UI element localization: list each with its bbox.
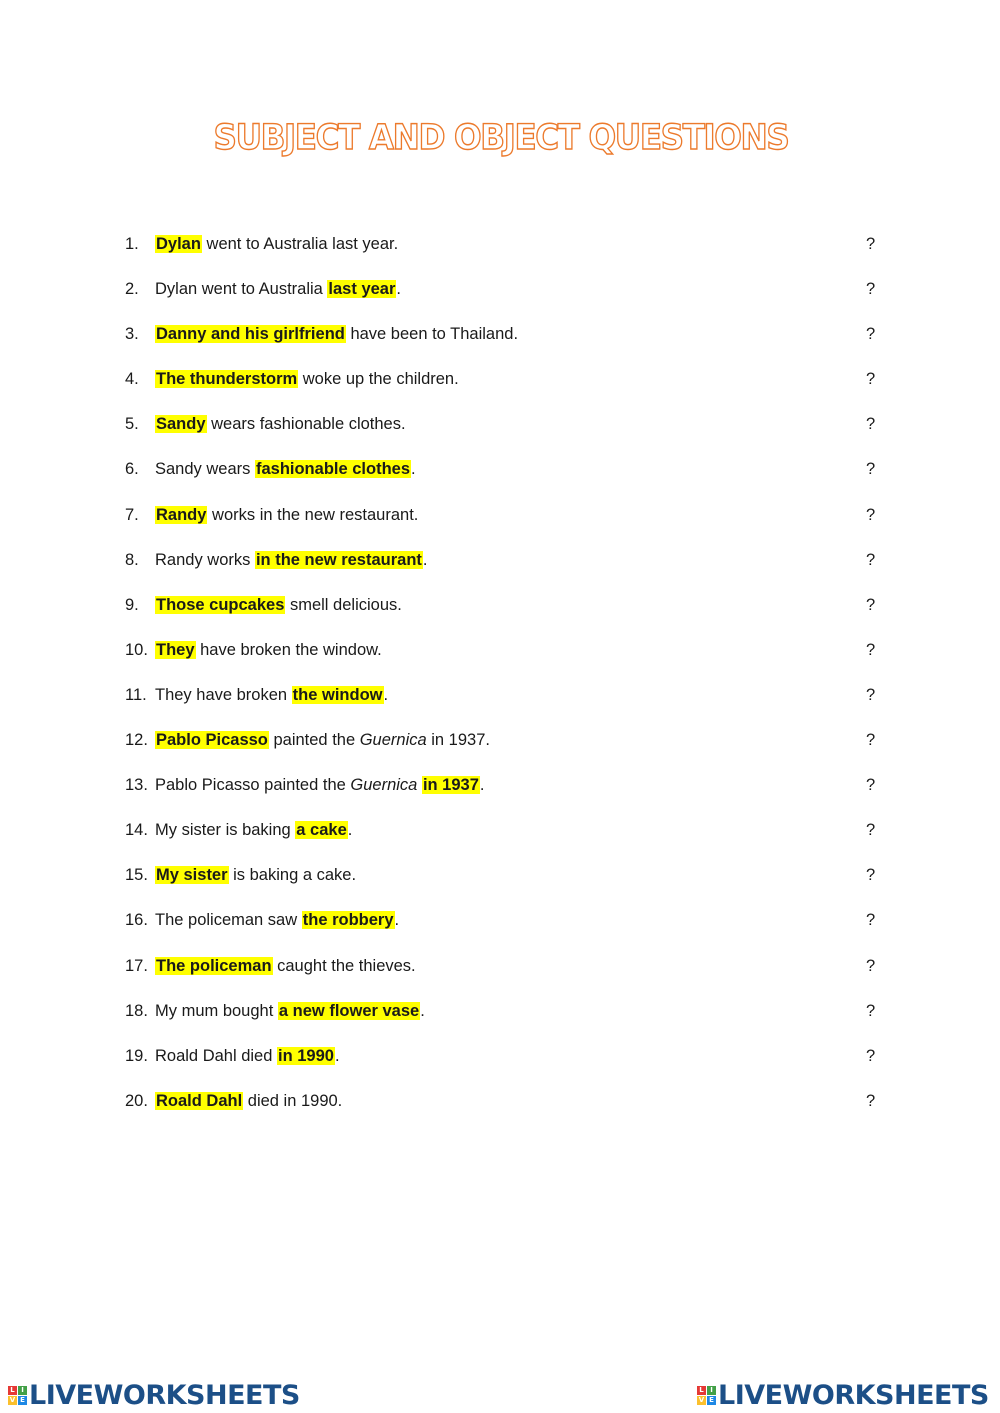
sentence-text: is baking a cake. — [228, 866, 357, 885]
sentence-text: works in the new restaurant. — [207, 505, 419, 524]
item-number: 20. — [125, 1091, 148, 1110]
highlighted-phrase: They — [156, 640, 195, 659]
item-number: 1. — [125, 235, 139, 253]
list-item — [0, 274, 1000, 319]
item-number: 16. — [125, 911, 148, 930]
item-sentence — [155, 770, 485, 800]
item-number: 5. — [125, 415, 139, 434]
item-sentence — [155, 635, 382, 665]
italic-title: Guernica — [350, 776, 418, 795]
highlighted-phrase: Roald Dahl — [156, 1091, 243, 1110]
sentence-text: Roald Dahl died — [155, 1046, 277, 1065]
sentence-text: My sister is baking — [155, 821, 296, 840]
answer-question-mark: ? — [866, 415, 876, 434]
list-item — [0, 1086, 1000, 1131]
highlighted-phrase: in 1937 — [422, 776, 479, 795]
answer-question-mark: ? — [866, 956, 876, 975]
item-number: 6. — [125, 460, 139, 479]
sentence-text: The policeman saw — [155, 911, 302, 930]
list-item — [0, 680, 1000, 725]
highlighted-phrase: Randy — [156, 505, 207, 524]
answer-question-mark: ? — [866, 550, 876, 569]
list-item — [0, 454, 1000, 499]
item-sentence — [155, 1086, 342, 1116]
sentence-text: They have broken — [155, 685, 292, 704]
sentence-text: . — [396, 280, 401, 299]
item-number: 2. — [125, 280, 139, 299]
list-item — [0, 725, 1000, 770]
item-number: 14. — [125, 821, 148, 840]
sentence-text: . — [347, 821, 353, 840]
sentence-text: Sandy wears — [155, 460, 255, 479]
highlighted-phrase: a cake — [296, 821, 347, 840]
item-sentence — [155, 815, 352, 845]
list-item — [0, 409, 1000, 454]
sentence-text: . — [383, 685, 389, 704]
highlighted-phrase: Sandy — [156, 415, 206, 434]
answer-question-mark: ? — [866, 640, 876, 659]
italic-title: Guernica — [359, 731, 427, 750]
highlighted-phrase: fashionable clothes — [255, 460, 411, 479]
liveworksheets-logo-icon: L I V E — [8, 1386, 27, 1405]
list-item — [0, 229, 1000, 274]
footer-logo-right[interactable] — [697, 1379, 989, 1411]
list-item — [0, 770, 1000, 815]
highlighted-phrase: Those cupcakes — [156, 595, 285, 614]
sentence-text: Pablo Picasso painted the — [155, 776, 351, 795]
item-sentence — [155, 590, 402, 620]
list-item — [0, 1041, 1000, 1086]
highlighted-phrase: My sister — [156, 866, 228, 885]
list-item — [0, 545, 1000, 590]
sentence-text: . — [334, 1046, 340, 1065]
sentence-text: Dylan went to Australia — [155, 280, 328, 299]
item-sentence — [155, 905, 399, 935]
item-sentence — [155, 229, 398, 259]
list-item — [0, 590, 1000, 635]
highlighted-phrase: the window — [292, 685, 383, 704]
list-item — [0, 500, 1000, 545]
answer-question-mark: ? — [866, 370, 876, 389]
sentence-text: in 1937. — [426, 731, 490, 750]
highlighted-phrase: in the new restaurant — [255, 550, 422, 569]
page-title: SUBJECT AND OBJECT QUESTIONS — [213, 118, 789, 158]
item-number: 17. — [125, 956, 148, 975]
item-number: 3. — [125, 325, 139, 344]
highlighted-phrase: Dylan — [156, 235, 201, 253]
answer-question-mark: ? — [866, 1001, 876, 1020]
answer-question-mark: ? — [866, 325, 876, 344]
list-item — [0, 815, 1000, 860]
item-number: 7. — [125, 505, 139, 524]
highlighted-phrase: a new flower vase — [278, 1001, 420, 1020]
answer-question-mark: ? — [866, 1046, 876, 1065]
item-sentence — [155, 500, 418, 530]
item-number: 9. — [125, 595, 139, 614]
sentence-text: died in 1990. — [243, 1091, 343, 1110]
highlighted-phrase: the robbery — [302, 911, 394, 930]
item-sentence — [155, 860, 356, 890]
list-item — [0, 635, 1000, 680]
item-number: 11. — [125, 685, 147, 704]
item-sentence — [155, 545, 428, 575]
sentence-text: went to Australia last year. — [201, 235, 399, 253]
sentence-text: . — [411, 460, 416, 479]
answer-question-mark: ? — [866, 821, 876, 840]
answer-question-mark: ? — [866, 460, 876, 479]
item-sentence — [155, 1041, 340, 1071]
brand-name: LIVEWORKSHEETS — [29, 1379, 300, 1411]
list-item — [0, 951, 1000, 996]
item-sentence — [155, 996, 425, 1026]
sentence-text: woke up the children. — [298, 370, 459, 389]
sentence-text: caught the thieves. — [272, 956, 416, 975]
item-sentence — [155, 274, 401, 304]
item-sentence — [155, 364, 459, 394]
highlighted-phrase: Danny and his girlfriend — [156, 325, 345, 344]
answer-question-mark: ? — [866, 1091, 876, 1110]
sentence-text: painted the — [268, 731, 360, 750]
question-list — [0, 229, 1000, 1131]
item-sentence — [155, 454, 416, 484]
sentence-text: have been to Thailand. — [345, 325, 519, 344]
sentence-text: have broken the window. — [195, 640, 382, 659]
item-sentence — [155, 680, 388, 710]
highlighted-phrase: Pablo Picasso — [156, 731, 268, 750]
sentence-text: smell delicious. — [285, 595, 402, 614]
sentence-text: wears fashionable clothes. — [206, 415, 406, 434]
list-item — [0, 996, 1000, 1041]
item-number: 13. — [125, 776, 148, 795]
sentence-text: My mum bought — [155, 1001, 278, 1020]
item-sentence — [155, 319, 518, 349]
item-sentence — [155, 951, 416, 981]
answer-question-mark: ? — [866, 280, 876, 299]
item-number: 8. — [125, 550, 139, 569]
item-number: 15. — [125, 866, 148, 885]
item-number: 4. — [125, 370, 139, 389]
brand-name: LIVEWORKSHEETS — [718, 1379, 989, 1411]
answer-question-mark: ? — [866, 866, 876, 885]
footer-logo-left[interactable] — [8, 1379, 300, 1411]
highlighted-phrase: The thunderstorm — [156, 370, 298, 389]
list-item — [0, 364, 1000, 409]
answer-question-mark: ? — [866, 911, 876, 930]
answer-question-mark: ? — [866, 595, 876, 614]
highlighted-phrase: The policeman — [156, 956, 272, 975]
answer-question-mark: ? — [866, 505, 876, 524]
list-item — [0, 905, 1000, 950]
list-item — [0, 319, 1000, 364]
item-sentence — [155, 725, 490, 755]
sentence-text: . — [394, 911, 400, 930]
item-number: 18. — [125, 1001, 148, 1020]
answer-question-mark: ? — [866, 731, 876, 750]
item-number: 19. — [125, 1046, 148, 1065]
item-number: 10. — [125, 640, 148, 659]
highlighted-phrase: in 1990 — [278, 1046, 334, 1065]
liveworksheets-logo-icon: L I V E — [697, 1386, 716, 1405]
highlighted-phrase: last year — [328, 280, 396, 299]
list-item — [0, 860, 1000, 905]
item-number: 12. — [125, 731, 148, 750]
answer-question-mark: ? — [866, 235, 876, 253]
sentence-text: . — [420, 1001, 425, 1020]
sentence-text: . — [422, 550, 428, 569]
sentence-text: Randy works — [155, 550, 255, 569]
sentence-text: . — [479, 776, 485, 795]
answer-question-mark: ? — [866, 685, 876, 704]
answer-question-mark: ? — [866, 776, 876, 795]
item-sentence — [155, 409, 406, 439]
